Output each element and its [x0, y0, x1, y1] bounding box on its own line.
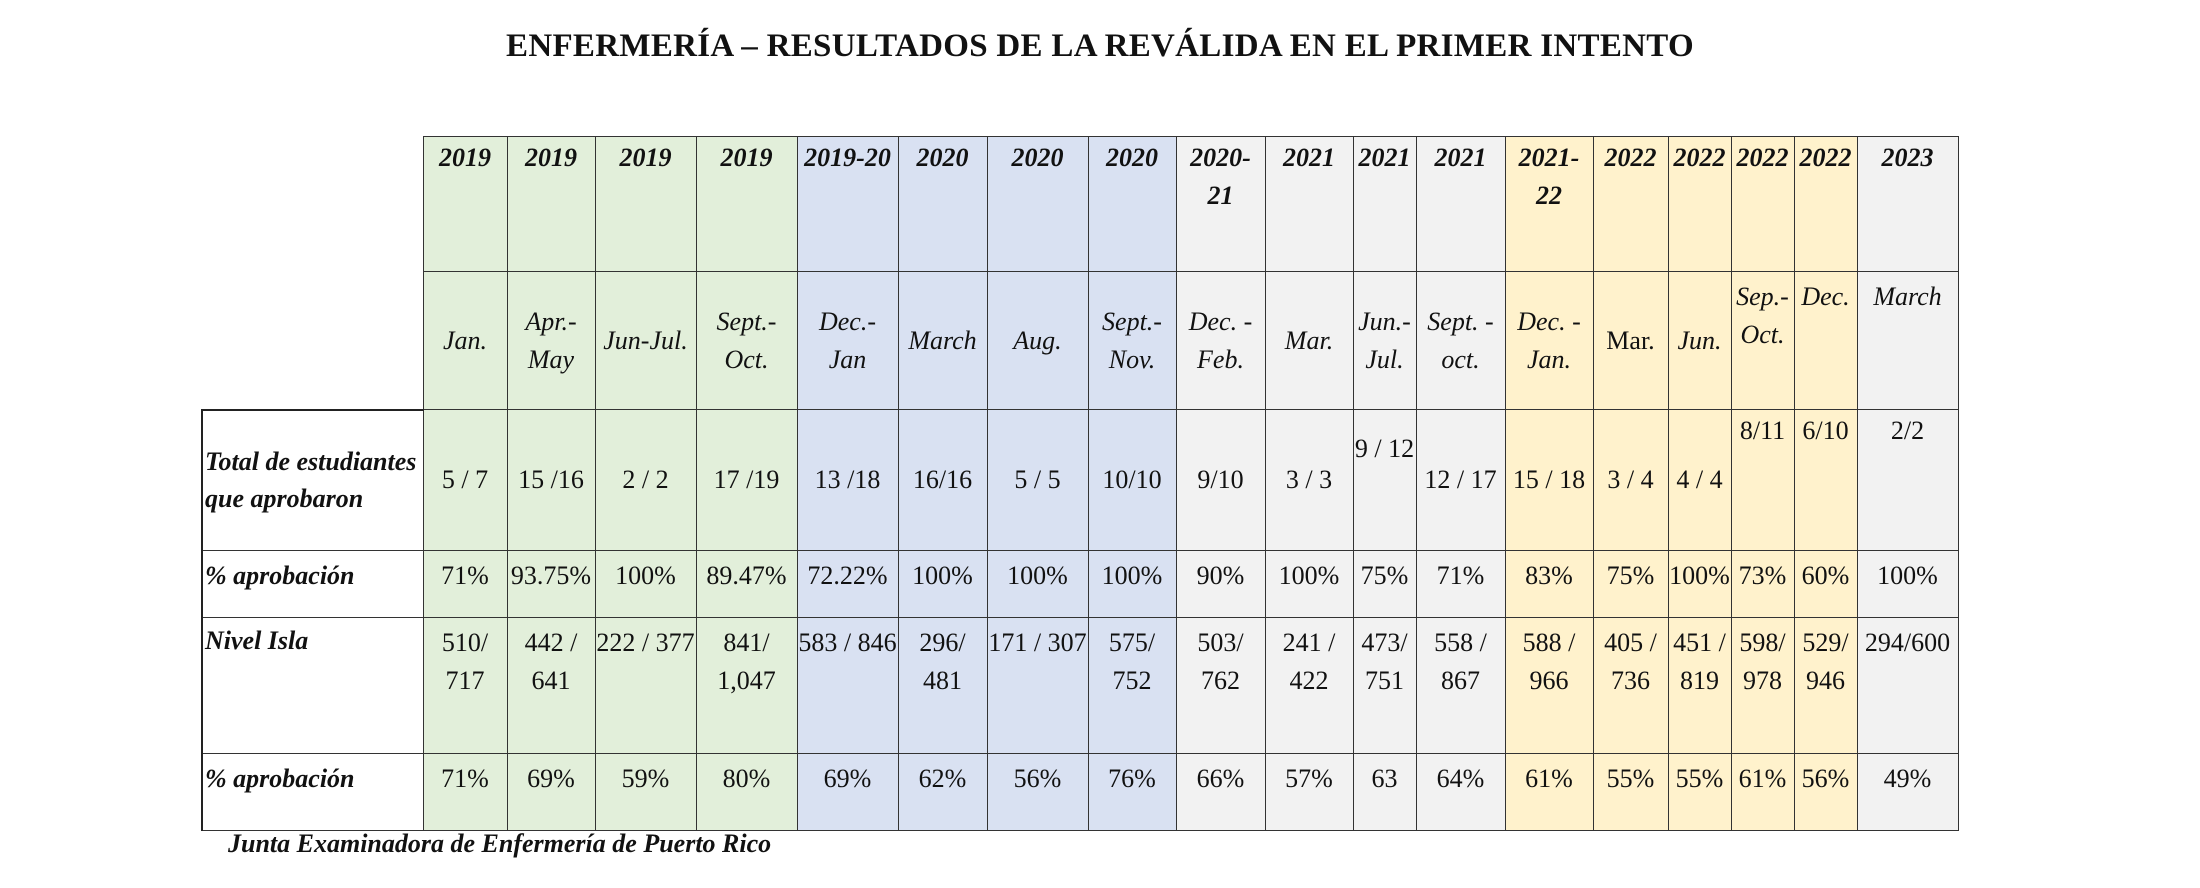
- island-pct-cell: 69%: [797, 754, 898, 831]
- period-cell: Dec. - Jan.: [1505, 272, 1593, 410]
- period-cell: March: [898, 272, 987, 410]
- island-cell: 575/ 752: [1088, 618, 1176, 754]
- island-pct-cell: 56%: [1794, 754, 1857, 831]
- island-cell: 241 / 422: [1265, 618, 1353, 754]
- passed-cell: 13 /18: [797, 410, 898, 551]
- pct-cell: 100%: [1857, 551, 1958, 618]
- pct-cell: 100%: [595, 551, 696, 618]
- row-label-pct-island: % aprobación: [202, 754, 423, 831]
- period-cell: Mar.: [1593, 272, 1668, 410]
- source-footer: Junta Examinadora de Enfermería de Puerto Rico: [228, 829, 772, 858]
- year-cell: 2021: [1353, 137, 1416, 272]
- island-pct-cell: 63: [1353, 754, 1416, 831]
- pct-cell: 83%: [1505, 551, 1593, 618]
- year-cell: 2019: [595, 137, 696, 272]
- page-title: ENFERMERÍA – RESULTADOS DE LA REVÁLIDA EN EL PRIMER INTENTO: [506, 28, 1694, 64]
- pct-cell: 71%: [1416, 551, 1505, 618]
- pct-cell: 73%: [1731, 551, 1794, 618]
- period-cell: Mar.: [1265, 272, 1353, 410]
- pct-cell: 93.75%: [507, 551, 595, 618]
- pct-cell: 100%: [1668, 551, 1731, 618]
- passed-cell: 9/10: [1176, 410, 1265, 551]
- island-pct-cell: 56%: [987, 754, 1088, 831]
- island-pct-cell: 62%: [898, 754, 987, 831]
- passed-cell: 15 /16: [507, 410, 595, 551]
- island-cell: 296/ 481: [898, 618, 987, 754]
- island-pct-cell: 76%: [1088, 754, 1176, 831]
- year-cell: 2020: [898, 137, 987, 272]
- period-cell: Jun.- Jul.: [1353, 272, 1416, 410]
- blank-corner: [202, 137, 423, 410]
- passed-cell: 12 / 17: [1416, 410, 1505, 551]
- island-pct-cell: 80%: [696, 754, 797, 831]
- pct-cell: 100%: [1265, 551, 1353, 618]
- year-cell: 2019-20: [797, 137, 898, 272]
- pct-cell: 71%: [423, 551, 507, 618]
- period-cell: Sept.- Oct.: [696, 272, 797, 410]
- island-cell: 841/ 1,047: [696, 618, 797, 754]
- period-cell: Apr.- May: [507, 272, 595, 410]
- year-cell: 2023: [1857, 137, 1958, 272]
- year-cell: 2021: [1416, 137, 1505, 272]
- row-label-total-passed: Total de estudiantes que aprobaron: [202, 410, 423, 551]
- pct-cell: 75%: [1353, 551, 1416, 618]
- year-cell: 2019: [507, 137, 595, 272]
- island-cell: 558 / 867: [1416, 618, 1505, 754]
- island-cell: 588 / 966: [1505, 618, 1593, 754]
- island-pct-cell: 55%: [1593, 754, 1668, 831]
- year-cell: 2021: [1265, 137, 1353, 272]
- row-label-pct-program: % aprobación: [202, 551, 423, 618]
- year-cell: 2020- 21: [1176, 137, 1265, 272]
- period-cell: March: [1857, 272, 1958, 410]
- passed-cell: 17 /19: [696, 410, 797, 551]
- row-label-island-level: Nivel Isla: [202, 618, 423, 754]
- period-cell: Sep.- Oct.: [1731, 272, 1794, 410]
- passed-cell: 5 / 7: [423, 410, 507, 551]
- pct-cell: 100%: [1088, 551, 1176, 618]
- passed-cell: 9 / 12: [1353, 410, 1416, 551]
- pct-program-row: [202, 551, 1958, 618]
- pct-cell: 60%: [1794, 551, 1857, 618]
- passed-cell: 2 / 2: [595, 410, 696, 551]
- island-pct-cell: 66%: [1176, 754, 1265, 831]
- passed-cell: 8/11: [1731, 410, 1794, 551]
- island-pct-cell: 61%: [1731, 754, 1794, 831]
- period-cell: Jan.: [423, 272, 507, 410]
- passed-cell: 4 / 4: [1668, 410, 1731, 551]
- year-cell: 2020: [987, 137, 1088, 272]
- island-pct-cell: 57%: [1265, 754, 1353, 831]
- passed-cell: 15 / 18: [1505, 410, 1593, 551]
- year-cell: 2020: [1088, 137, 1176, 272]
- passed-cell: 10/10: [1088, 410, 1176, 551]
- period-cell: Sept.- Nov.: [1088, 272, 1176, 410]
- island-pct-cell: 49%: [1857, 754, 1958, 831]
- period-cell: Jun.: [1668, 272, 1731, 410]
- island-level-row: [202, 618, 1958, 754]
- island-cell: 473/ 751: [1353, 618, 1416, 754]
- pct-cell: 89.47%: [696, 551, 797, 618]
- island-pct-cell: 69%: [507, 754, 595, 831]
- year-cell: 2022: [1593, 137, 1668, 272]
- year-cell: 2022: [1794, 137, 1857, 272]
- period-cell: Dec.- Jan: [797, 272, 898, 410]
- year-cell: 2019: [696, 137, 797, 272]
- passed-cell: 2/2: [1857, 410, 1958, 551]
- island-pct-cell: 71%: [423, 754, 507, 831]
- period-cell: Sept. - oct.: [1416, 272, 1505, 410]
- pct-cell: 72.22%: [797, 551, 898, 618]
- passed-cell: 3 / 3: [1265, 410, 1353, 551]
- passed-cell: 6/10: [1794, 410, 1857, 551]
- island-pct-cell: 64%: [1416, 754, 1505, 831]
- island-pct-cell: 59%: [595, 754, 696, 831]
- passed-cell: 3 / 4: [1593, 410, 1668, 551]
- period-row: [202, 272, 1958, 410]
- island-cell: 583 / 846: [797, 618, 898, 754]
- pct-island-row: [202, 754, 1958, 831]
- island-pct-cell: 61%: [1505, 754, 1593, 831]
- island-cell: 442 / 641: [507, 618, 595, 754]
- island-cell: 510/ 717: [423, 618, 507, 754]
- island-cell: 171 / 307: [987, 618, 1088, 754]
- island-cell: 294/600: [1857, 618, 1958, 754]
- island-pct-cell: 55%: [1668, 754, 1731, 831]
- total-passed-row: [202, 410, 1958, 551]
- year-cell: 2021- 22: [1505, 137, 1593, 272]
- island-cell: 529/ 946: [1794, 618, 1857, 754]
- island-cell: 598/ 978: [1731, 618, 1794, 754]
- pct-cell: 75%: [1593, 551, 1668, 618]
- year-cell: 2022: [1731, 137, 1794, 272]
- island-cell: 405 / 736: [1593, 618, 1668, 754]
- island-cell: 503/ 762: [1176, 618, 1265, 754]
- year-row: [202, 137, 1958, 272]
- period-cell: Dec. - Feb.: [1176, 272, 1265, 410]
- passed-cell: 16/16: [898, 410, 987, 551]
- pct-cell: 90%: [1176, 551, 1265, 618]
- passed-cell: 5 / 5: [987, 410, 1088, 551]
- island-cell: 451 / 819: [1668, 618, 1731, 754]
- results-table: [201, 136, 1959, 831]
- pct-cell: 100%: [987, 551, 1088, 618]
- island-cell: 222 / 377: [595, 618, 696, 754]
- period-cell: Jun-Jul.: [595, 272, 696, 410]
- period-cell: Dec.: [1794, 272, 1857, 410]
- period-cell: Aug.: [987, 272, 1088, 410]
- pct-cell: 100%: [898, 551, 987, 618]
- year-cell: 2022: [1668, 137, 1731, 272]
- year-cell: 2019: [423, 137, 507, 272]
